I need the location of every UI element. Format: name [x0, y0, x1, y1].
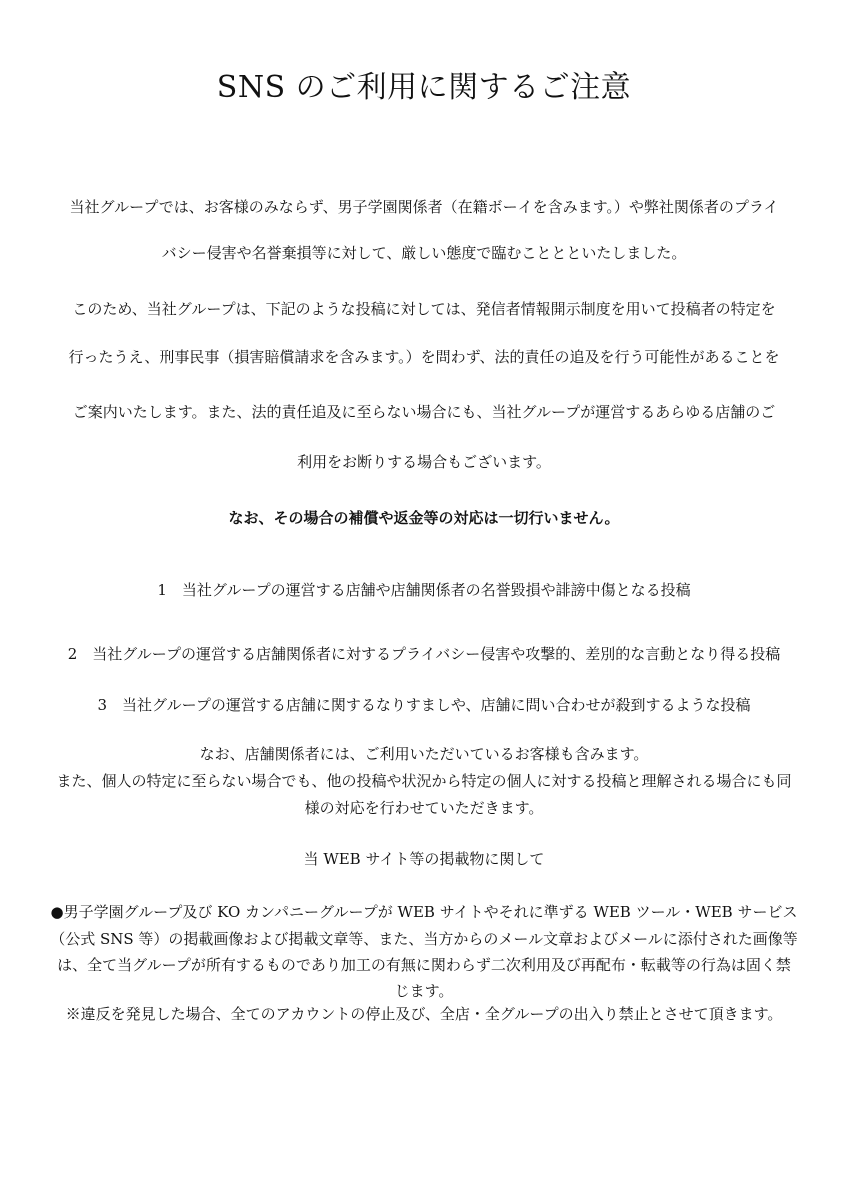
list-item-1: 1 当社グループの運営する店舗や店舗関係者の名誉毀損や誹謗中傷となる投稿: [157, 581, 691, 599]
policy-line-4: 利用をお断りする場合もございます。: [297, 453, 551, 471]
web-section-heading: 当 WEB サイト等の掲載物に関して: [303, 850, 545, 868]
web-line-1: ●男子学園グループ及び KO カンパニーグループが WEB サイトやそれに準ずる WEB ツール・WEB サービス: [50, 903, 798, 921]
list-item-3: 3 当社グループの運営する店舗に関するなりすましや、店舗に問い合わせが殺到するような投稿: [97, 696, 751, 714]
web-line-4: じます。: [394, 982, 454, 1000]
intro-line-1: 当社グループでは、お客様のみならず、男子学園関係者（在籍ボーイを含みます。）や弊社関係者のプライ: [69, 198, 779, 216]
notes-line-2: また、個人の特定に至らない場合でも、他の投稿や状況から特定の個人に対する投稿と理解される場合にも同: [56, 772, 792, 790]
policy-line-1: このため、当社グループは、下記のような投稿に対しては、発信者情報開示制度を用いて投稿者の特定を: [72, 300, 776, 318]
notes-line-1: なお、店舗関係者には、ご利用いただいているお客様も含みます。: [199, 745, 649, 763]
policy-line-2: 行ったうえ、刑事民事（損害賠償請求を含みます。）を問わず、法的責任の追及を行う可能性があることを: [68, 348, 780, 366]
notes-line-3: 様の対応を行わせていただきます。: [304, 799, 544, 817]
web-line-3: は、全て当グループが所有するものであり加工の有無に関わらず二次利用及び再配布・転載等の行為は固く禁: [57, 956, 791, 974]
intro-line-2: バシー侵害や名誉棄損等に対して、厳しい態度で臨むこととといたしました。: [161, 244, 687, 262]
policy-line-3: ご案内いたします。また、法的責任追及に至らない場合にも、当社グループが運営するあらゆる店舗のご: [72, 403, 776, 421]
web-line-2: （公式 SNS 等）の掲載画像および掲載文章等、また、当方からのメール文章およびメールに添付された画像等: [50, 930, 798, 948]
web-line-5: ※違反を発見した場合、全てのアカウントの停止及び、全店・全グループの出入り禁止とさせて頂きます。: [65, 1005, 783, 1023]
page-title: SNS のご利用に関するご注意: [216, 70, 632, 105]
no-refund-notice: なお、その場合の補償や返金等の対応は一切行いません。: [228, 509, 620, 527]
list-item-2: 2 当社グループの運営する店舗関係者に対するプライバシー侵害や攻撃的、差別的な言動となり得る投稿: [67, 645, 781, 663]
